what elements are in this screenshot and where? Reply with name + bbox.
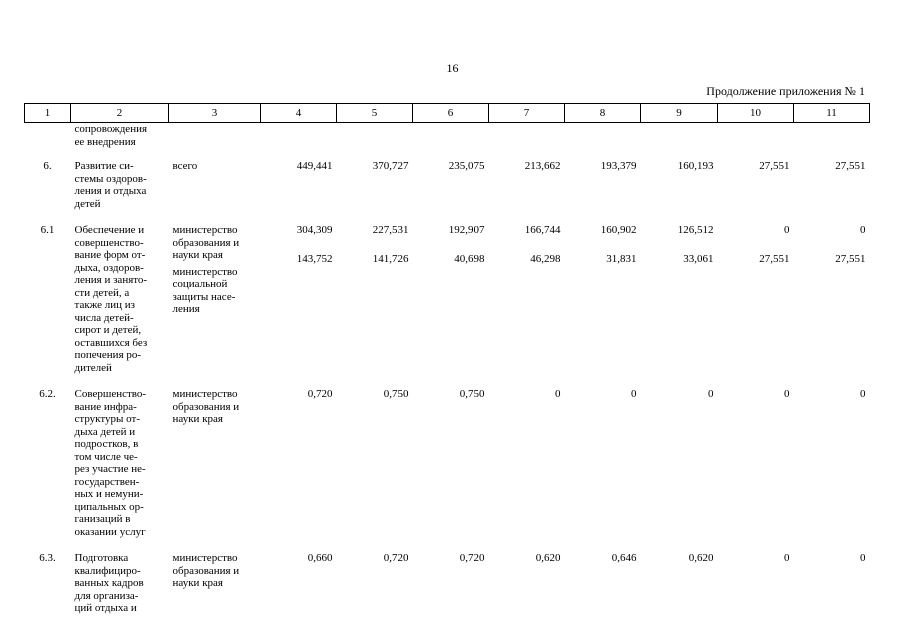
column-header: 6 [413, 104, 489, 123]
value: 31,831 [606, 252, 637, 265]
value-cell [794, 378, 870, 542]
value-cell [794, 123, 870, 153]
value: 0,720 [307, 388, 333, 400]
value: 0 [860, 224, 866, 236]
value-cell [565, 542, 641, 619]
value-cell [489, 123, 565, 153]
header-row [25, 104, 870, 123]
executor-name: министерство социальной защиты насе- ления [172, 265, 238, 315]
value: 227,531 [372, 224, 409, 236]
value-cell [489, 378, 565, 542]
row-name: Подготовка квалифициро- ванных кадров для организа- ций отдыха и [74, 552, 144, 614]
value: 235,075 [448, 160, 485, 172]
value-cell [413, 152, 489, 214]
value: 213,662 [524, 160, 561, 172]
executor-name: всего [172, 160, 198, 172]
value: 192,907 [448, 224, 485, 236]
row-index [25, 123, 71, 153]
value-cell [337, 542, 413, 619]
column-header: 3 [169, 104, 261, 123]
column-header: 5 [337, 104, 413, 123]
value: 0 [784, 224, 790, 236]
column-header: 9 [641, 104, 718, 123]
value-cell [261, 152, 337, 214]
table-row [25, 214, 870, 378]
value: 27,551 [759, 252, 790, 265]
value: 0 [784, 388, 790, 400]
value: 0 [784, 552, 790, 564]
value-cell [261, 214, 337, 378]
value: 0,660 [307, 552, 333, 564]
value-cell [565, 214, 641, 378]
value-cell [489, 542, 565, 619]
executor-name: министерство образования и науки края [172, 388, 240, 425]
row-name: сопровождения ее внедрения [74, 123, 148, 148]
value-cell [337, 123, 413, 153]
table-row [25, 123, 870, 153]
column-header: 7 [489, 104, 565, 123]
value: 126,512 [677, 224, 714, 236]
value-cell [337, 378, 413, 542]
row-index: 6.2. [39, 388, 56, 400]
executor-name: министерство образования и науки края [172, 552, 240, 589]
table-row [25, 378, 870, 542]
column-header: 10 [718, 104, 794, 123]
value-cell [413, 214, 489, 378]
row-index: 6.3. [39, 552, 56, 564]
value: 40,698 [454, 252, 485, 265]
executor-name: министерство образования и науки края [172, 224, 240, 261]
row-index: 6.1 [40, 224, 55, 236]
value: 0 [860, 552, 866, 564]
value-cell [641, 378, 718, 542]
value: 160,902 [600, 224, 637, 236]
value: 33,061 [683, 252, 714, 265]
value-cell [261, 123, 337, 153]
value: 0 [860, 388, 866, 400]
value: 27,551 [835, 252, 866, 265]
value-cell [718, 123, 794, 153]
value-cell [565, 123, 641, 153]
executor-cell [169, 152, 261, 214]
value: 193,379 [600, 160, 637, 172]
executor-cell [169, 378, 261, 542]
value-cell [413, 542, 489, 619]
value-cell [794, 152, 870, 214]
row-name: Совершенство- вание инфра- структуры от- дыха детей и подростков, в том числе че- рез участие не- государствен- ных и немуни- ципальных ор- ганизаций в оказании услуг [74, 388, 147, 538]
value: 370,727 [372, 160, 409, 172]
program-table [24, 103, 870, 619]
value-cell [413, 378, 489, 542]
page-number: 16 [446, 61, 459, 75]
value-cell [261, 378, 337, 542]
executor-cell [169, 123, 261, 153]
value: 46,298 [530, 252, 561, 265]
value-cell [794, 214, 870, 378]
value-cell [718, 542, 794, 619]
value: 0 [708, 388, 714, 400]
value: 449,441 [296, 160, 333, 172]
column-header: 11 [794, 104, 870, 123]
row-name: Обеспечение и совершенство- вание форм от- дыха, оздоров- ления и занято- сти детей, а также лиц из числа детей- сирот и детей, оставшихся без попечения ро- дителей [74, 224, 148, 374]
value-cell [641, 214, 718, 378]
value: 0,750 [459, 388, 485, 400]
value-cell [489, 152, 565, 214]
value-cell [261, 542, 337, 619]
column-header: 4 [261, 104, 337, 123]
column-header: 8 [565, 104, 641, 123]
value-cell [641, 123, 718, 153]
value: 0,720 [459, 552, 485, 564]
value-cell [718, 214, 794, 378]
value: 0,620 [688, 552, 714, 564]
value: 141,726 [372, 252, 409, 265]
table-row [25, 152, 870, 214]
value: 0 [555, 388, 561, 400]
value: 160,193 [677, 160, 714, 172]
value: 166,744 [524, 224, 561, 236]
value: 304,309 [296, 224, 333, 236]
value-cell [337, 152, 413, 214]
value-cell [413, 123, 489, 153]
table-body [25, 123, 870, 619]
value-cell [565, 378, 641, 542]
value: 27,551 [759, 160, 790, 172]
value-cell [641, 542, 718, 619]
column-header: 2 [71, 104, 169, 123]
value: 0 [631, 388, 637, 400]
value: 0,720 [383, 552, 409, 564]
value-cell [565, 152, 641, 214]
value: 0,646 [611, 552, 637, 564]
value: 27,551 [835, 160, 866, 172]
row-name: Развитие си- стемы оздоров- ления и отдыха детей [74, 160, 147, 210]
value: 0,750 [383, 388, 409, 400]
continuation-label: Продолжение приложения № 1 [706, 84, 865, 98]
row-index: 6. [43, 160, 52, 172]
value-cell [718, 378, 794, 542]
value: 143,752 [296, 252, 333, 265]
executor-cell [169, 542, 261, 619]
value-cell [489, 214, 565, 378]
value-cell [337, 214, 413, 378]
value-cell [794, 542, 870, 619]
executor-cell [169, 214, 261, 378]
value: 0,620 [535, 552, 561, 564]
table-row [25, 542, 870, 619]
value-cell [718, 152, 794, 214]
value-cell [641, 152, 718, 214]
column-header: 1 [25, 104, 71, 123]
